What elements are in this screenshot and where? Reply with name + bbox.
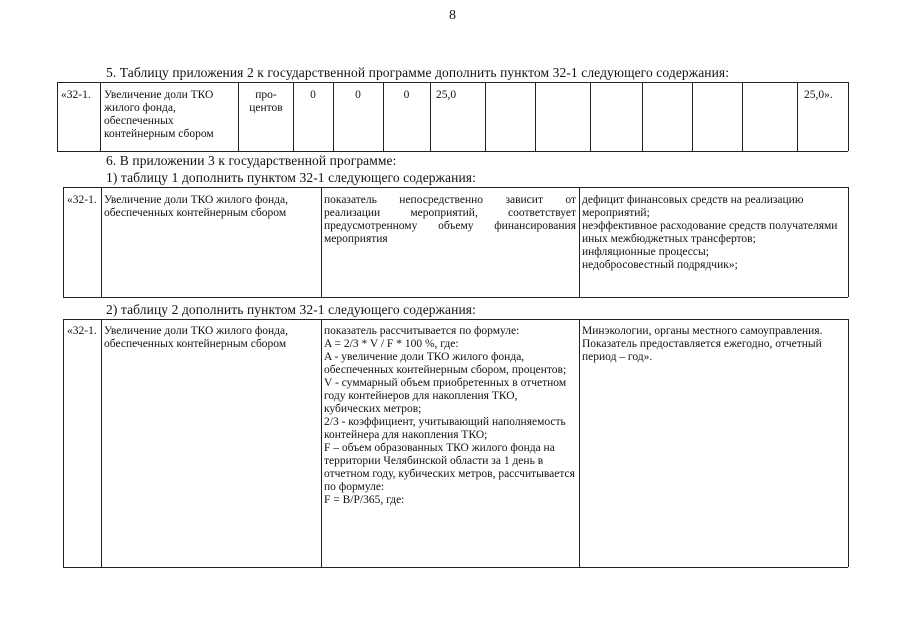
value-cell: 0 [310,89,316,101]
section5-heading: 5. Таблицу приложения 2 к государственной программе дополнить пунктом 32-1 следующего содержания: [106,65,730,80]
dependency-cell: показатель непосредственно зависит от реализации мероприятий, соответствует предусмотренному объему финансирования мероприятия [324,194,576,245]
value-cell: 25,0». [804,89,833,101]
row-number: «32-1. [67,194,97,206]
section6-heading: 6. В приложении 3 к государственной программе: [106,153,397,168]
risks-cell: дефицит финансовых средств на реализацию мероприятий; неэффективное расходование средств получателями иных межбюджетных трансфертов; инфляционные процессы; недобросовестный подрядчик»; [582,194,838,271]
unit-cell: про- центов [249,89,283,114]
indicator-name: Увеличение доли ТКО жилого фонда, обеспеченных контейнерным сбором [104,194,289,219]
method-cell: показатель рассчитывается по формуле: A = 2/3 * V / F * 100 %, где: A - увеличение доли ТКО жилого фонда, обеспеченных контейнерным сбором, процентов; V - суммарный объем приобретенных в отчетном году контейнеров для накопления ТКО, кубических метров; 2/3 - коэффициент, учитывающий наполняемость контейнера для накопления ТКО; F – объем образованных ТКО жилого фонда на территории Челябинской области за 1 день в отчетном году, кубических метров, рассчитывается по формуле: F = B/P/365, где: [324,325,575,506]
row-number: «32-1. [61,89,91,101]
value-cell: 0 [355,89,361,101]
responsible-cell: Минэкологии, органы местного самоуправления. Показатель предоставляется ежегодно, отчетный период – год». [582,325,823,363]
value-cell: 25,0 [436,89,457,101]
indicator-name: Увеличение доли ТКО жилого фонда, обеспеченных контейнерным сбором [104,325,289,350]
indicator-name: Увеличение доли ТКО жилого фонда, обеспеченных контейнерным сбором [104,89,214,140]
table1-heading: 1) таблицу 1 дополнить пунктом 32-1 следующего содержания: [106,170,476,185]
table2-heading: 2) таблицу 2 дополнить пунктом 32-1 следующего содержания: [106,302,476,317]
row-number: «32-1. [67,325,97,337]
value-cell: 0 [403,89,410,101]
page-number: 8 [449,8,456,23]
